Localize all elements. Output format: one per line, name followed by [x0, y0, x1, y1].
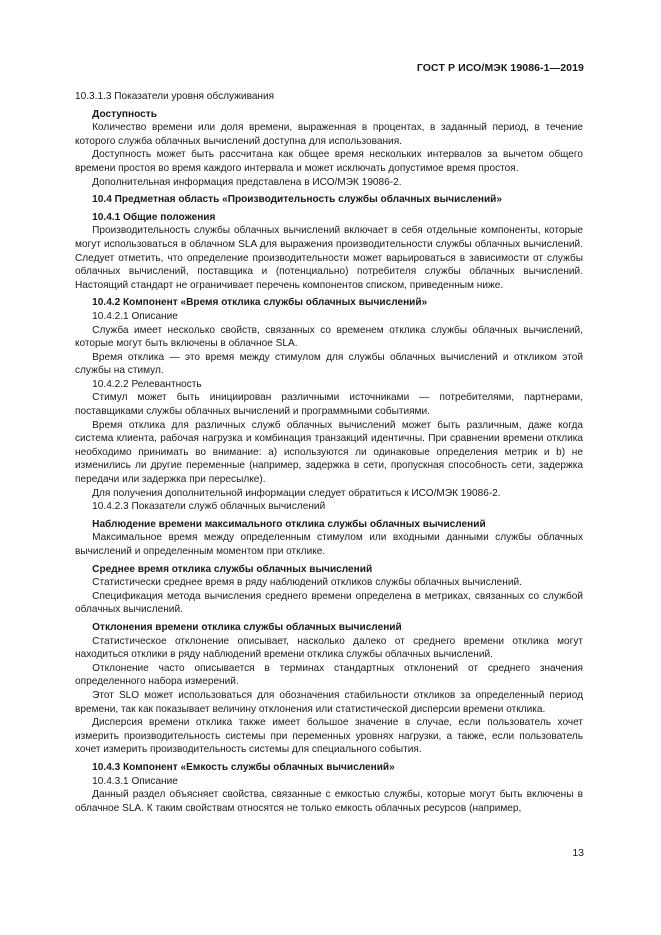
section-heading: 10.4.2 Компонент «Время отклика службы облачных вычислений»	[92, 297, 428, 309]
paragraph: Стимул может быть инициирован различными источниками — потребителями, партнерами, поставщиками службы облачных вычислений и программными событиями.	[75, 392, 583, 418]
page-number: 13	[572, 847, 584, 859]
paragraph: Дисперсия времени отклика также имеет большое значение в случае, если пользователь хочет измерить производительность системы при переменных уровнях нагрузки, а также, если пользователь хочет измерить производительность системы для специального события.	[75, 717, 583, 756]
paragraph: Статистическое отклонение описывает, насколько далеко от среднего времени отклика могут находиться отклики в ряду наблюдений времени отклика службы облачных вычислений.	[75, 635, 583, 661]
paragraph: Спецификация метода вычисления среднего времени определена в метриках, связанных со службой облачных вычислений.	[75, 590, 583, 616]
section-heading: 10.4.3 Компонент «Емкость службы облачных вычислений»	[92, 761, 395, 773]
document-header: ГОСТ Р ИСО/МЭК 19086-1—2019	[416, 62, 584, 74]
section-heading: Наблюдение времени максимального отклика службы облачных вычислений	[92, 518, 486, 530]
section-heading: 10.4 Предметная область «Производительность службы облачных вычислений»	[92, 194, 502, 206]
section-heading: Среднее время отклика службы облачных вычислений	[92, 563, 373, 575]
paragraph: Служба имеет несколько свойств, связанных со временем отклика службы облачных вычислений, которые могут быть включены в облачное SLA.	[75, 324, 583, 350]
paragraph: Дополнительная информация представлена в ИСО/МЭК 19086-2.	[92, 176, 402, 188]
section-heading: Отклонения времени отклика службы облачных вычислений	[92, 621, 402, 633]
document-body	[75, 90, 583, 815]
paragraph: Количество времени или доля времени, выраженная в процентах, в заданный период, в течение которого служба облачных вычислений доступна для использования.	[75, 122, 583, 147]
paragraph: Максимальное время между определенным стимулом или входными данными службы облачных вычислений и определенным моментом при отклике.	[75, 532, 583, 557]
section-heading: Доступность	[92, 108, 157, 120]
paragraph: Время отклика для различных служб облачных вычислений может быть различным, даже когда система клиента, рабочая нагрузка и комбинация транзакций идентичны. При сравнении времени отклика необходимо принимать во внимание: а) используются ли одинаковые определения метрик и b) не изменились ли другие переменные (например, задержка в сети, пропускная способность сети, задержка передачи или задержка при пересылке).	[75, 419, 583, 486]
paragraph: 10.3.1.3 Показатели уровня обслуживания	[75, 91, 275, 102]
section-heading: 10.4.1 Общие положения	[92, 211, 216, 223]
paragraph: Время отклика — это время между стимулом для службы облачных вычислений и откликом этой службы на стимул.	[75, 351, 583, 377]
paragraph: 10.4.2.3 Показатели служб облачных вычислений	[92, 501, 326, 513]
paragraph: Для получения дополнительной информации следует обратиться к ИСО/МЭК 19086-2.	[92, 487, 501, 499]
paragraph: 10.4.3.1 Описание	[92, 775, 178, 787]
paragraph: Этот SLO может использоваться для обозначения стабильности откликов за определенный период времени, так как показывает величину отклонения или статистической дисперсии времени отклика.	[75, 689, 583, 715]
paragraph: 10.4.2.2 Релевантность	[92, 378, 202, 390]
paragraph: 10.4.2.1 Описание	[92, 310, 178, 322]
paragraph: Данный раздел объясняет свойства, связанные с емкостью службы, которые могут быть включены в облачное SLA. К таким свойствам относятся не только емкость облачных ресурсов (например,	[75, 789, 583, 814]
paragraph: Статистически среднее время в ряду наблюдений откликов службы облачных вычислений.	[92, 577, 522, 589]
paragraph: Отклонение часто описывается в терминах стандартных отклонений от среднего значения определенного набора измерений.	[75, 662, 583, 688]
paragraph: Доступность может быть рассчитана как общее время нескольких интервалов за вычетом общего времени простоя во время каждого интервала и может исключать допустимое время простоя.	[75, 149, 583, 174]
paragraph: Производительность службы облачных вычислений включает в себя отдельные компоненты, которые могут использоваться в облачном SLA для выражения производительности службы облачных вычислений. Следует отметить, что определение производительности может варьироваться в зависимости от службы облачных вычислений, поставщика и (потенциально) потребителя службы облачных вычислений. Настоящий стандарт не ограничивает перечень компонентов списком, приведенным ниже.	[75, 225, 583, 291]
